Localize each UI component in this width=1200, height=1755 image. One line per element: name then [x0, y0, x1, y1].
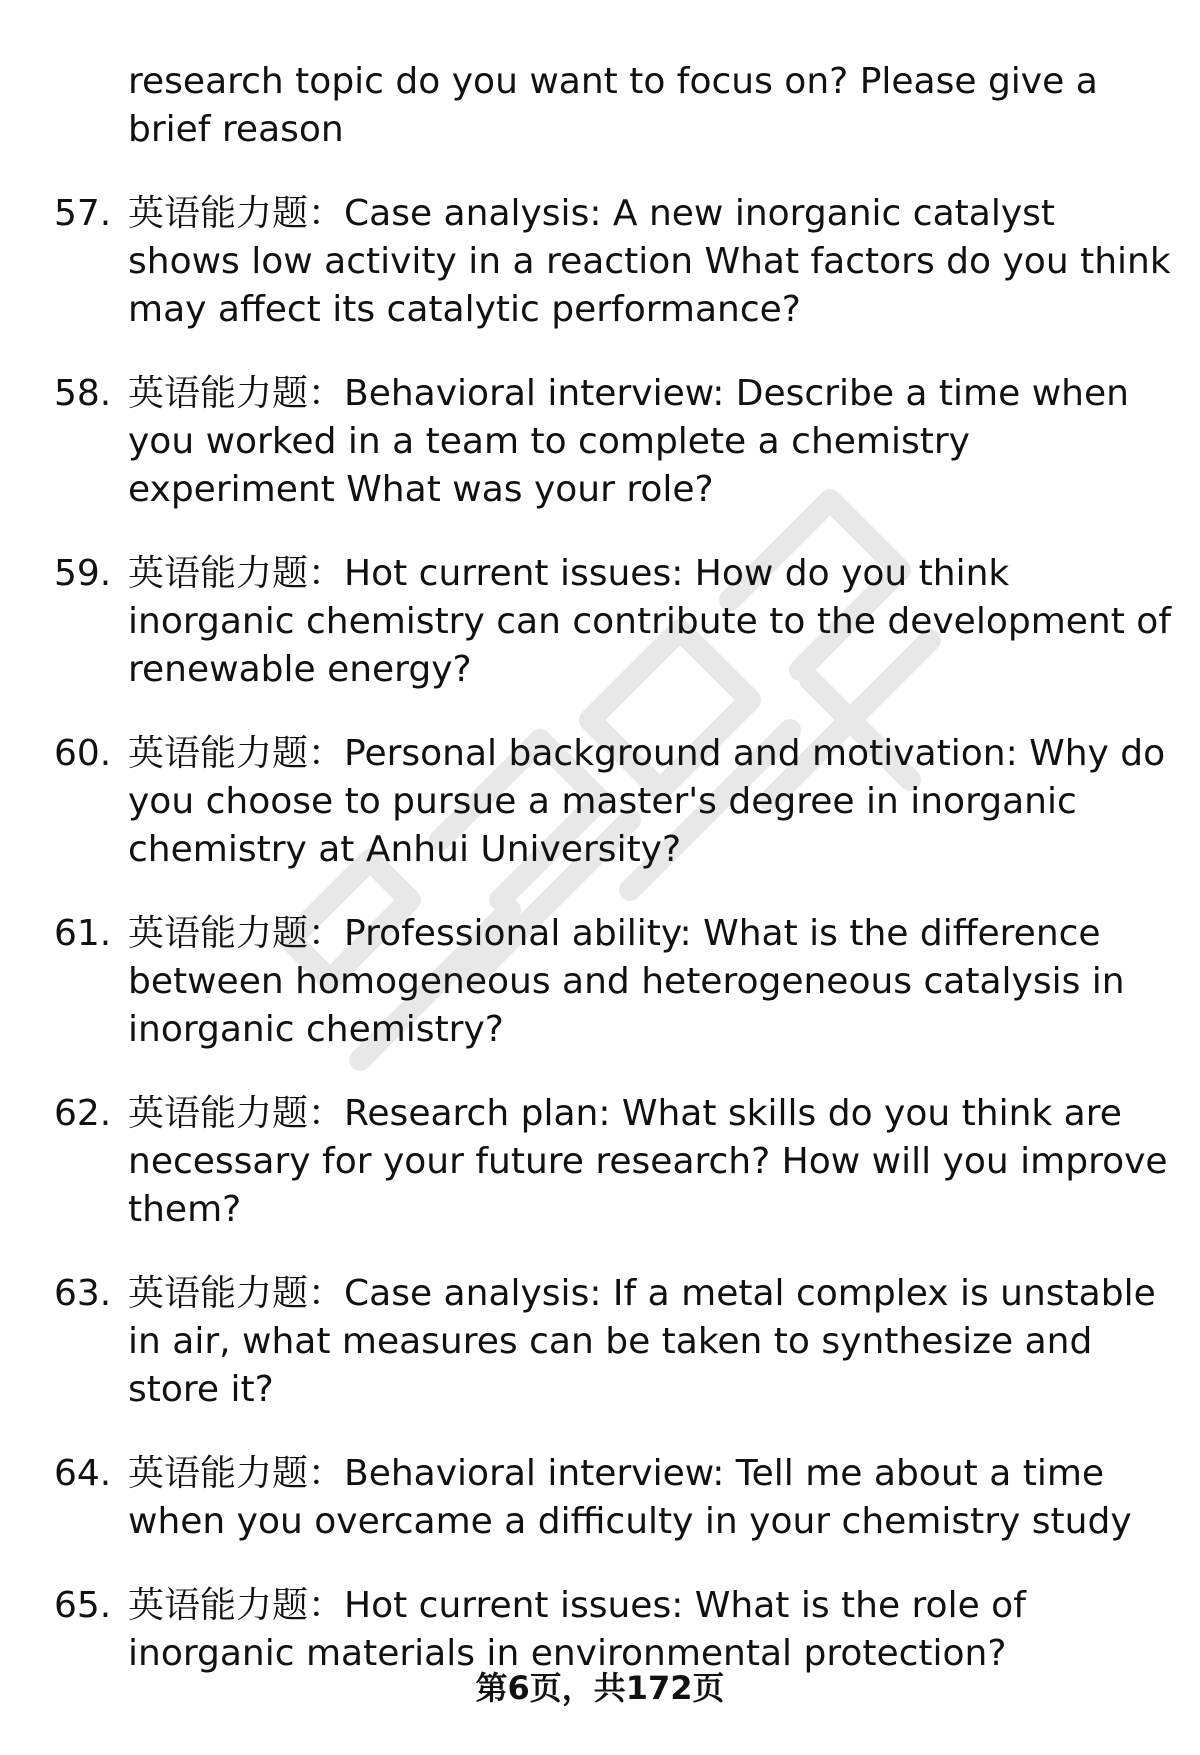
question-number: 58.	[54, 373, 112, 414]
question-item	[0, 190, 1200, 334]
question-text: Hot current issues: What is the role of inorganic materials in environmental protection?	[128, 1585, 1026, 1674]
question-number: 57.	[54, 193, 112, 234]
question-number: 64.	[54, 1453, 112, 1494]
question-text: Hot current issues: How do you think inorganic chemistry can contribute to the development of renewable energy?	[128, 553, 1171, 690]
question-tag: 英语能力题：	[128, 913, 345, 954]
question-text: Behavioral interview: Tell me about a time when you overcame a difficulty in your chemistry study	[128, 1453, 1132, 1542]
question-number: 65.	[54, 1585, 112, 1626]
question-item	[0, 550, 1200, 694]
question-text: Research plan: What skills do you think are necessary for your future research? How will you improve them?	[128, 1093, 1168, 1230]
question-item	[0, 910, 1200, 1054]
question-number: 60.	[54, 733, 112, 774]
question-tag: 英语能力题：	[128, 1585, 345, 1626]
question-number: 62.	[54, 1093, 112, 1134]
question-text: Behavioral interview: Describe a time when you worked in a team to complete a chemistry experiment What was your role?	[128, 373, 1129, 510]
question-item	[0, 1090, 1200, 1234]
continuation-text: research topic do you want to focus on? Please give a brief reason	[128, 61, 1098, 150]
question-tag: 英语能力题：	[128, 1093, 345, 1134]
question-tag: 英语能力题：	[128, 553, 345, 594]
question-item	[0, 1450, 1200, 1546]
question-number: 63.	[54, 1273, 112, 1314]
question-tag: 英语能力题：	[128, 373, 345, 414]
question-item	[0, 370, 1200, 514]
question-list	[0, 190, 1200, 1714]
question-tag: 英语能力题：	[128, 1273, 345, 1314]
question-tag: 英语能力题：	[128, 1453, 345, 1494]
question-number: 59.	[54, 553, 112, 594]
question-text: Professional ability: What is the difference between homogeneous and heterogeneous catalysis in inorganic chemistry?	[128, 913, 1125, 1050]
question-tag: 英语能力题：	[128, 193, 345, 234]
question-item	[0, 1582, 1200, 1678]
question-text: Personal background and motivation: Why do you choose to pursue a master's degree in inorganic chemistry at Anhui University?	[128, 733, 1166, 870]
question-number: 61.	[54, 913, 112, 954]
question-text: Case analysis: If a metal complex is unstable in air, what measures can be taken to synthesize and store it?	[128, 1273, 1156, 1410]
question-item	[0, 1270, 1200, 1414]
page-footer: 第6页，共172页	[475, 1669, 725, 1707]
question-tag: 英语能力题：	[128, 733, 345, 774]
question-item	[0, 730, 1200, 874]
question-text: Case analysis: A new inorganic catalyst shows low activity in a reaction What factors do you think may affect its catalytic performance?	[128, 193, 1171, 330]
